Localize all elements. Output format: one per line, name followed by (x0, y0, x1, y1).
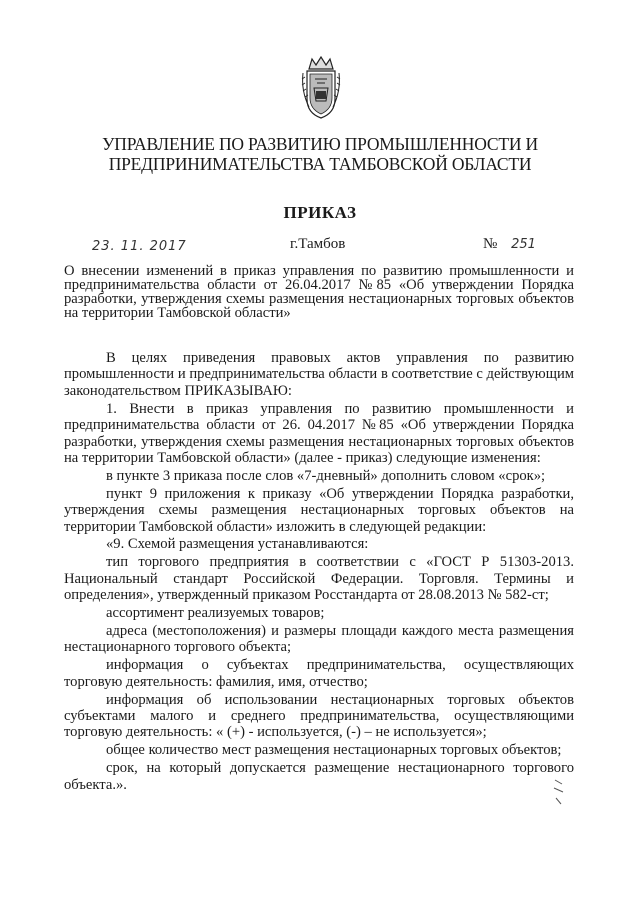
margin-mark (552, 778, 566, 808)
paragraph-item-1: 1. Внести в приказ управления по развитию промышленности и предпринимательства области от 26. 04.2017 №85 «Об утверждении Порядка разработки, утверждения схемы размещения нестационарных торговых объектов на территории Тамбовской области» (далее - приказ) следующие изменения: (64, 400, 574, 466)
paragraph-assortment: ассортимент реализуемых товаров; (106, 605, 325, 622)
paragraph-total-count: общее количество мест размещения нестационарных торговых объектов; (106, 742, 562, 759)
paragraph-item-9: «9. Схемой размещения устанавливаются: (106, 536, 369, 553)
document-title: ПРИКАЗ (283, 203, 357, 222)
paragraph-usage-info: информация об использовании нестационарных торговых объектов субъектами малого и среднего предпринимательства, осуществляющими торговую деятельность: « (+) - используется, (-) – не используется»; (64, 691, 574, 741)
handwritten-date: 23. 11. 2017 (92, 239, 187, 254)
order-subject: О внесении изменений в приказ управления по развитию промышленности и предпринимательства области от 26.04.2017 №85 «Об утверждении Порядка разработки, утверждения схемы размещения нестационарных торговых объектов на территории Тамбовской области» (64, 263, 574, 321)
handwritten-number: 251 (511, 237, 536, 252)
paragraph-preamble: В целях приведения правовых актов управления по развитию промышленности и предпринимательства области в соответствие с действующим законодательством ПРИКАЗЫВАЮ: (64, 350, 574, 399)
paragraph-entrepreneur-info: информация о субъектах предпринимательства, осуществляющих торговую деятельность: фамилия, имя, отчество; (64, 657, 574, 690)
order-number (483, 236, 536, 253)
city-name: г.Тамбов (290, 236, 346, 252)
number-sign: № (483, 236, 498, 252)
paragraph-addresses: адреса (местоположения) и размеры площади каждого места размещения нестационарного торгового объекта; (64, 623, 574, 656)
organization-name (60, 134, 580, 174)
organization-line-1: УПРАВЛЕНИЕ ПО РАЗВИТИЮ ПРОМЫШЛЕННОСТИ И (102, 134, 538, 154)
paragraph-trade-type: тип торгового предприятия в соответствии с «ГОСТ Р 51303-2013. Национальный стандарт Российской Федерации. Торговля. Термины и определения», утвержденный приказом Росстандарта от 28.08.2013 № 582-ст; (64, 554, 574, 604)
paragraph-change-2: пункт 9 приложения к приказу «Об утверждении Порядка разработки, утверждения схемы размещения нестационарных торговых объектов на территории Тамбовской области» изложить в следующей редакции: (64, 485, 574, 535)
coat-of-arms-emblem (299, 55, 343, 121)
paragraph-change-1: в пункте 3 приказа после слов «7-дневный» дополнить словом «срок»; (106, 467, 546, 484)
order-body (64, 350, 574, 795)
paragraph-term: срок, на который допускается размещение нестационарного торгового объекта.». (64, 760, 574, 793)
organization-line-2: ПРЕДПРИНИМАТЕЛЬСТВА ТАМБОВСКОЙ ОБЛАСТИ (108, 154, 532, 174)
